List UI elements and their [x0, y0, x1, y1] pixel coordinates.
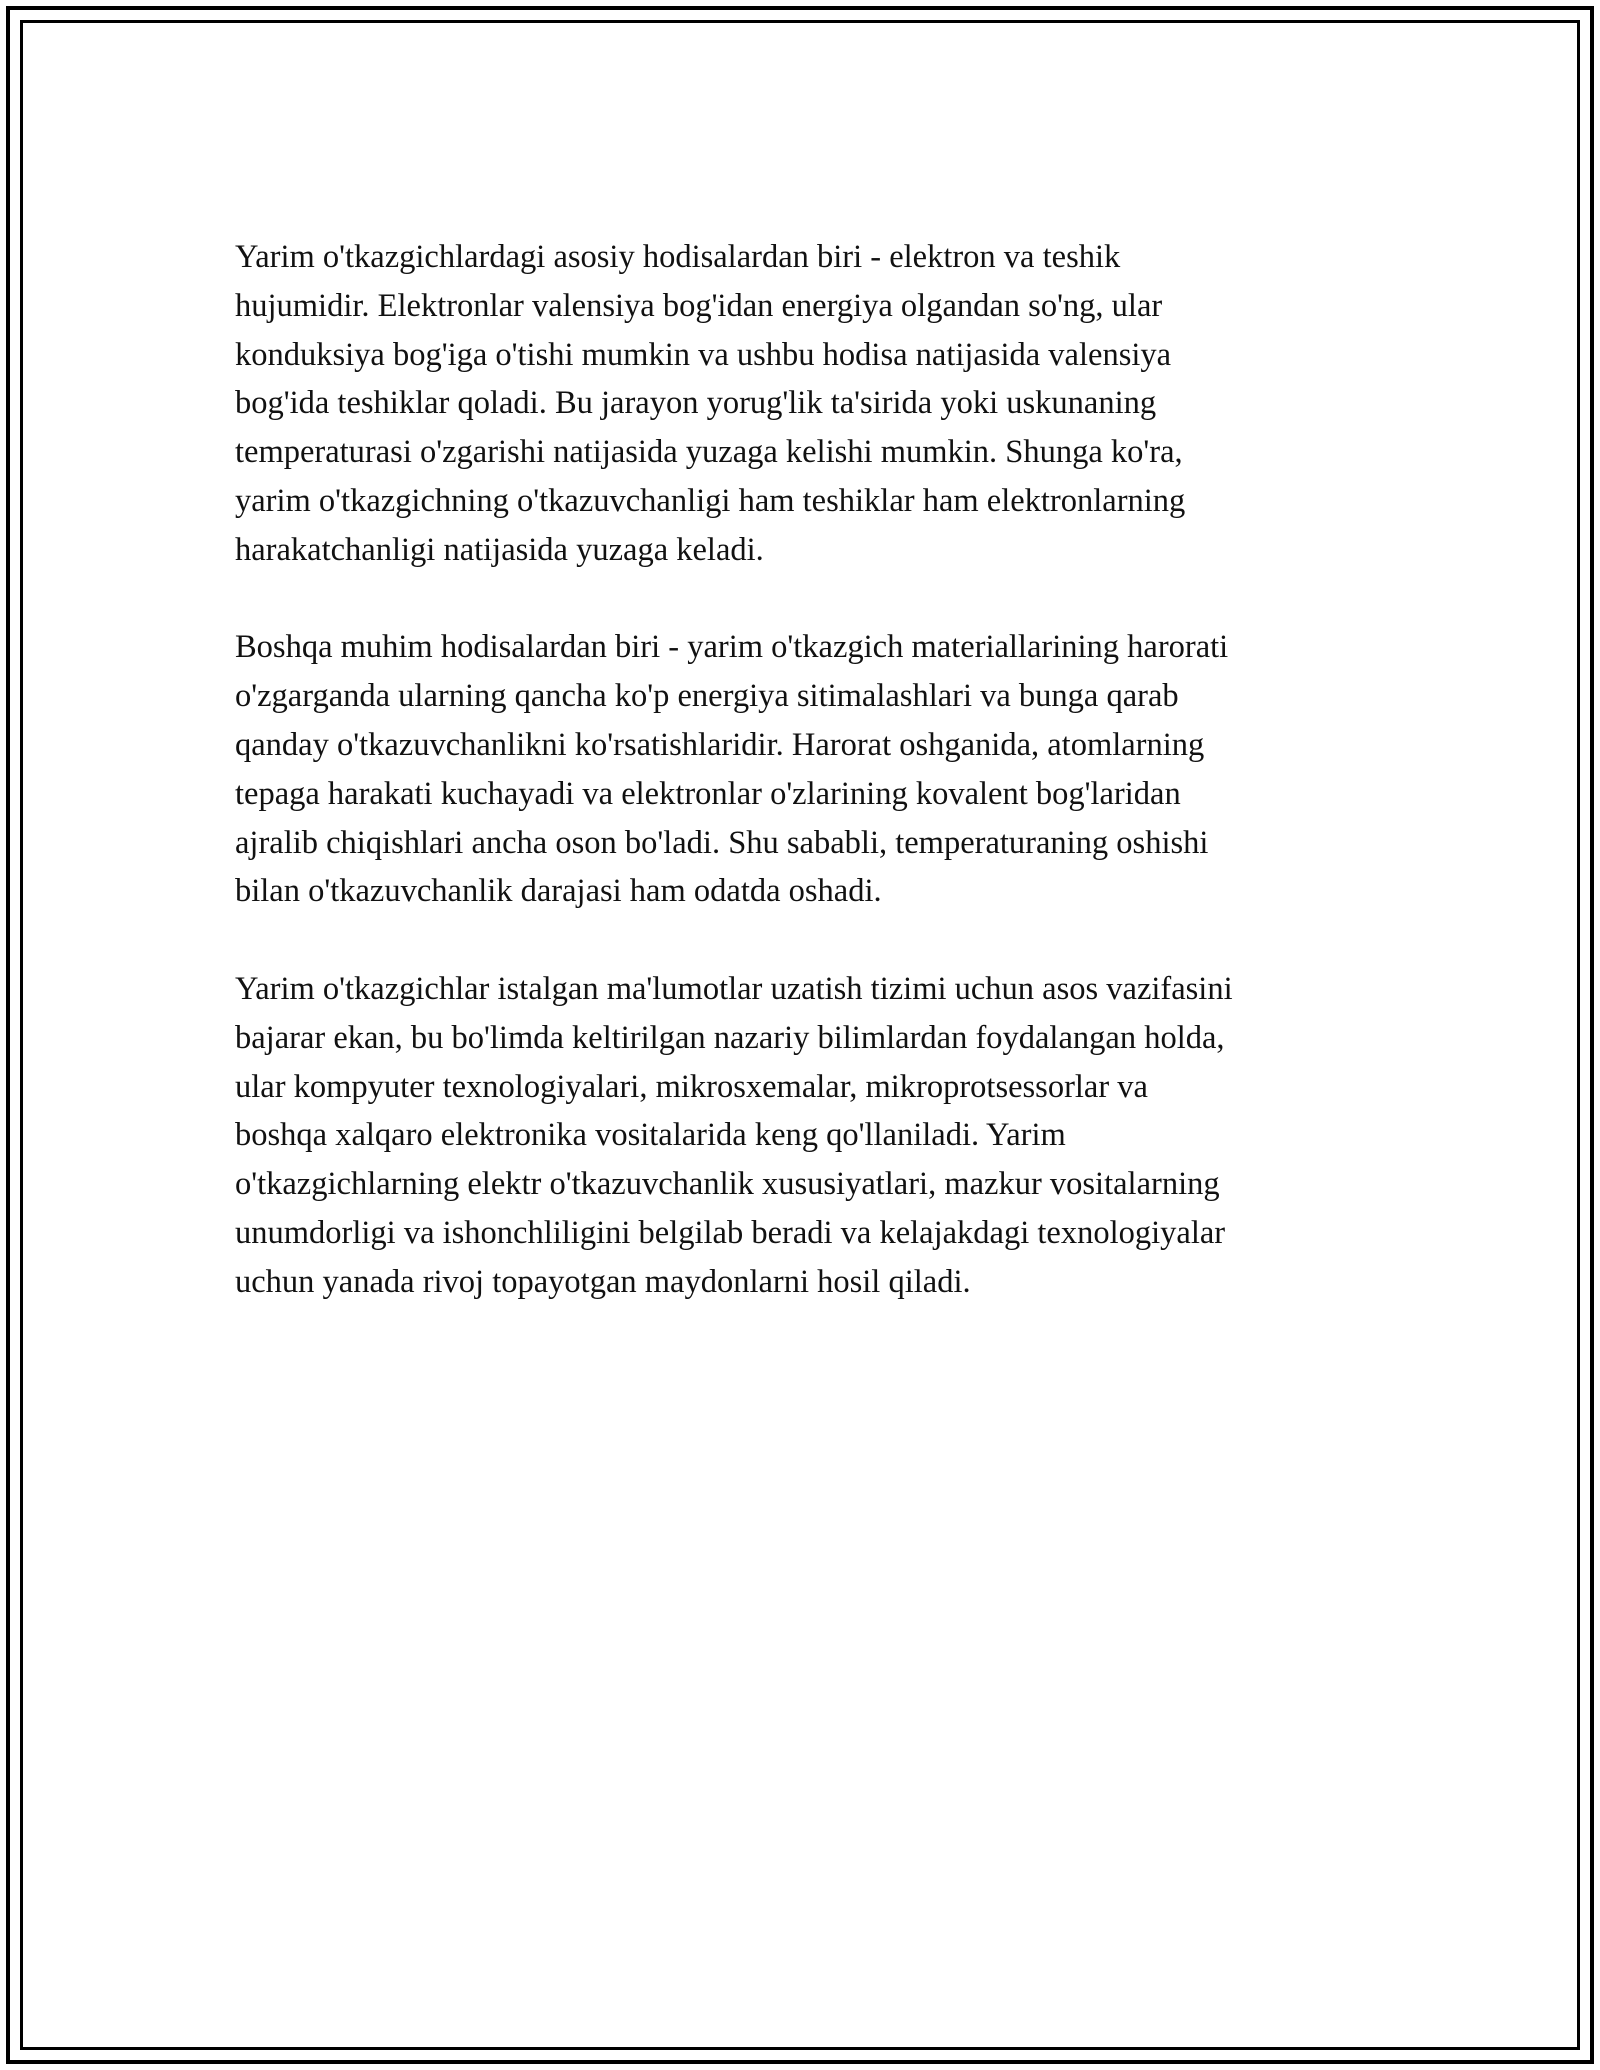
- paragraph-3: Yarim o'tkazgichlar istalgan ma'lumotlar uzatish tizimi uchun asos vazifasini bajarar ekan, bu bo'limda keltirilgan nazariy bilimlardan foydalangan holda, ular kompyuter texnologiyalari, mikrosxemalar, mikroprotsessorlar va boshqa xalqaro elektronika vositalarida keng qo'llaniladi. Yarim o'tkazgichlarning elektr o'tkazuvchanlik xususiyatlari, mazkur vositalarning unumdorligi va ishonchliligini belgilab beradi va kelajakdagi texnologiyalar uchun yanada rivoj topayotgan maydonlarni hosil qiladi.: [235, 970, 1233, 1300]
- paragraph-1: Yarim o'tkazgichlardagi asosiy hodisalardan biri - elektron va teshik hujumidir. Elektronlar valensiya bog'idan energiya olgandan so'ng, ular konduksiya bog'iga o'tishi mumkin va ushbu hodisa natijasida valensiya bog'ida teshiklar qoladi. Bu jarayon yorug'lik ta'sirida yoki uskunaning temperaturasi o'zgarishi natijasida yuzaga kelishi mumkin. Shunga ko'ra, yarim o'tkazgichning o'tkazuvchanligi ham teshiklar ham elektronlarning harakatchanligi natijasida yuzaga keladi.: [235, 239, 1186, 568]
- document-body: [235, 233, 1395, 1355]
- paragraph-2: Boshqa muhim hodisalardan biri - yarim o'tkazgich materiallarining harorati o'zgarganda ularning qancha ko'p energiya sitimalashlari va bunga qarab qanday o'tkazuvchanlikni ko'rsatishlaridir. Harorat oshganida, atomlarning tepaga harakati kuchayadi va elektronlar o'zlarining kovalent bog'laridan ajralib chiqishlari ancha oson bo'ladi. Shu sababli, temperaturaning oshishi bilan o'tkazuvchanlik darajasi ham odatda oshadi.: [235, 629, 1229, 910]
